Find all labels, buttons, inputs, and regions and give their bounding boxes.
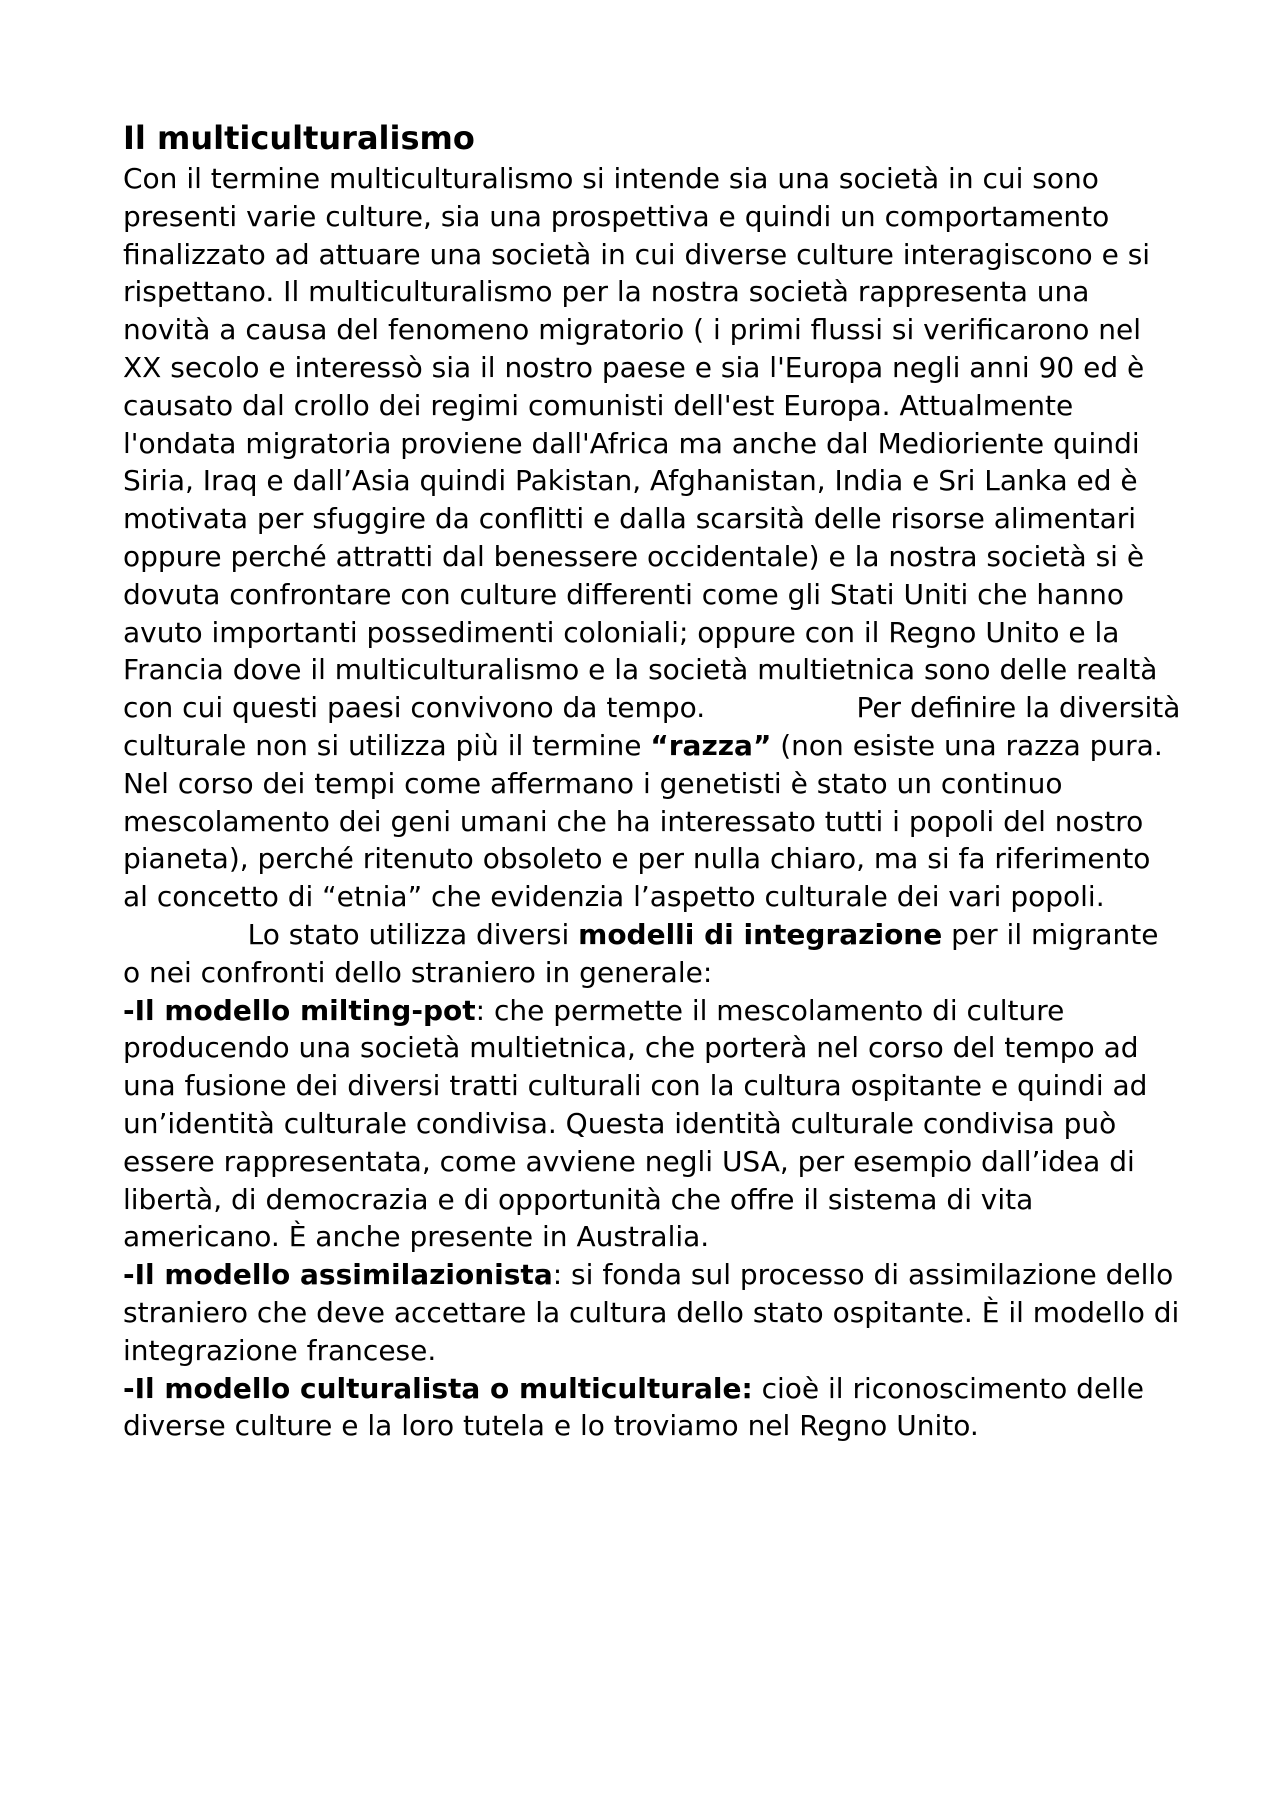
paragraph-intro-text-cont: (non esiste una razza pura. Nel corso dei tempi come affermano i genetisti è stato un continuo mescolamento dei geni umani che ha interessato tutti i popoli del nostro pianeta), perché ritenuto obsoleto e per nulla chiaro, ma si fa riferimento al concetto di “etnia” che evidenzia l’aspetto culturale dei vari popoli.	[123, 728, 1172, 914]
model-multicultural-text: cioè il riconoscimento delle diverse culture e la loro tutela e lo troviamo nel Regno Unito.	[123, 1371, 1153, 1443]
model-assimilationist-heading: -Il modello assimilazionista	[123, 1258, 553, 1292]
term-razza: “razza”	[650, 728, 772, 762]
paragraph-integration-models	[123, 916, 1183, 992]
integration-intro-text: Lo stato utilizza diversi	[123, 917, 579, 951]
paragraph-intro	[123, 160, 1190, 916]
model-assimilationist-text: : si fonda sul processo di assimilazione dello straniero che deve accettare la cultura dello stato ospitante. È il modello di integrazione francese.	[123, 1258, 1189, 1367]
document-page	[123, 116, 1190, 1445]
integration-intro-text-cont: per il migrante o nei confronti dello straniero in generale:	[123, 917, 1168, 989]
model-multicultural-heading: -Il modello culturalista o multiculturale:	[123, 1371, 753, 1405]
model-multicultural	[123, 1370, 1183, 1446]
paragraph-intro-text: Con il termine multiculturalismo si intende sia una società in cui sono presenti varie culture, sia una prospettiva e quindi un comportamento finalizzato ad attuare una società in cui diverse culture interagiscono e si rispettano. Il multiculturalismo per la nostra società rappresenta una novità a causa del fenomeno migratorio ( i primi flussi si verificarono nel XX secolo e interessò sia il nostro paese e sia l'Europa negli anni 90 ed è causato dal crollo dei regimi comunisti dell'est Europa. Attualmente l'ondata migratoria proviene dall'Africa ma anche dal Medioriente quindi Siria, Iraq e dall’Asia quindi Pakistan, Afghanistan, India e Sri Lanka ed è motivata per sfuggire da conflitti e dalla scarsità delle risorse alimentari oppure perché attratti dal benessere occidentale) e la nostra società si è dovuta confrontare con culture differenti come gli Stati Uniti che hanno avuto importanti possedimenti coloniali; oppure con il Regno Unito e la Francia dove il multiculturalismo e la società multietnica sono delle realtà con cui questi paesi convivono da tempo. Per definire la diversità culturale non si utilizza più il termine	[123, 162, 1190, 762]
term-modelli-integrazione: modelli di integrazione	[578, 917, 943, 951]
model-assimilationist	[123, 1256, 1189, 1369]
model-melting-pot	[123, 992, 1183, 1257]
model-melting-pot-text: : che permette il mescolamento di culture producendo una società multietnica, che porterà nel corso del tempo ad una fusione dei diversi tratti culturali con la cultura ospitante e quindi ad un’identità culturale condivisa. Questa identità culturale condivisa può essere rappresentata, come avviene negli USA, per esempio dall’idea di libertà, di democrazia e di opportunità che offre il sistema di vita americano. È anche presente in Australia.	[123, 993, 1157, 1254]
model-melting-pot-heading: -Il modello milting-pot	[123, 993, 476, 1027]
document-title: Il multiculturalismo	[123, 119, 475, 157]
